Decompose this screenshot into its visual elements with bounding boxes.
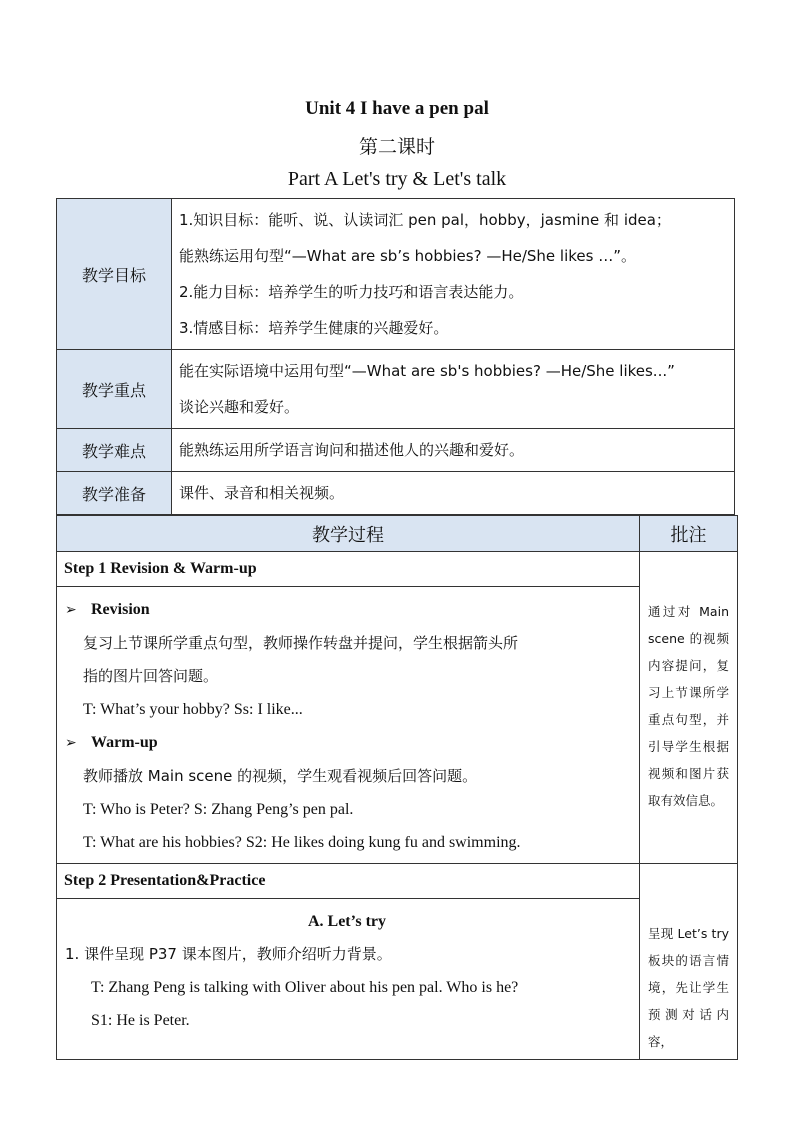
- step1-cell: [57, 552, 640, 864]
- key-point-line: 谈论兴趣和爱好。: [179, 398, 300, 416]
- table-header-row: [57, 516, 738, 552]
- revision-label: Revision: [91, 601, 150, 618]
- objectives-table: [56, 198, 735, 515]
- step1-body: [57, 587, 639, 863]
- row-label-preparation: 教学准备: [57, 472, 172, 515]
- arrow-bullet-icon: ➢: [65, 735, 77, 751]
- section-title: A. Let’s try: [307, 913, 387, 930]
- lesson-part: Part A Let's try & Let's talk: [287, 168, 507, 190]
- preparation-content: [172, 472, 735, 515]
- step2-cell: [57, 864, 640, 1060]
- table-row: [57, 472, 735, 515]
- objective-line: 3.情感目标：培养学生健康的兴趣爱好。: [179, 319, 449, 337]
- step2-body: [57, 899, 639, 1041]
- step2-dialog: T: Zhang Peng is talking with Oliver about his pen pal. Who is he?: [91, 979, 519, 996]
- row-label-objectives: 教学目标: [57, 199, 172, 350]
- warmup-label: Warm-up: [91, 734, 158, 751]
- step2-note: 呈现 Let’s try 板块的语言情境，先让学生预测对话内容，: [640, 864, 738, 1060]
- step2-item: 1. 课件呈现 P37 课本图片，教师介绍听力背景。: [65, 945, 392, 963]
- step1-note: 通过对 Main scene 的视频内容提问，复习上节课所学重点句型，并引导学生根据视频和图片获取有效信息。: [640, 552, 738, 864]
- preparation-line: 课件、录音和相关视频。: [179, 484, 345, 502]
- warmup-dialog: T: What are his hobbies? S2: He likes doing kung fu and swimming.: [83, 834, 521, 851]
- difficulties-content: [172, 429, 735, 472]
- objective-line: 2.能力目标：培养学生的听力技巧和语言表达能力。: [179, 283, 524, 301]
- row-label-key-points: 教学重点: [57, 350, 172, 429]
- step2-title: Step 2 Presentation&Practice: [57, 864, 639, 899]
- table-row: [57, 350, 735, 429]
- objective-line: 能熟练运用句型“—What are sb’s hobbies? —He/She likes …”。: [179, 247, 636, 265]
- lesson-title: Unit 4 I have a pen pal: [305, 98, 489, 119]
- table-row: [57, 199, 735, 350]
- table-row: [57, 864, 738, 1060]
- step1-title: Step 1 Revision & Warm-up: [57, 552, 639, 587]
- step2-dialog: S1: He is Peter.: [91, 1012, 190, 1029]
- lesson-period: 第二课时: [358, 136, 435, 158]
- key-points-content: [172, 350, 735, 429]
- table-row: [57, 429, 735, 472]
- arrow-bullet-icon: ➢: [65, 602, 77, 618]
- row-label-difficulties: 教学难点: [57, 429, 172, 472]
- revision-text: 复习上节课所学重点句型，教师操作转盘并提问，学生根据箭头所: [83, 634, 519, 652]
- difficulty-line: 能熟练运用所学语言询问和描述他人的兴趣和爱好。: [179, 441, 525, 459]
- revision-text: 指的图片回答问题。: [83, 667, 219, 685]
- process-column-header: 教学过程: [57, 516, 640, 552]
- warmup-text: 教师播放 Main scene 的视频，学生观看视频后回答问题。: [83, 767, 478, 785]
- table-row: [57, 552, 738, 864]
- notes-column-header: 批注: [640, 516, 738, 552]
- warmup-dialog: T: Who is Peter? S: Zhang Peng’s pen pal.: [83, 801, 354, 818]
- key-point-line: 能在实际语境中运用句型“—What are sb's hobbies? —He/She likes...”: [179, 362, 675, 380]
- objective-line: 1.知识目标：能听、说、认读词汇 pen pal，hobby，jasmine 和 idea；: [179, 211, 671, 229]
- revision-dialog: T: What’s your hobby? Ss: I like...: [83, 701, 303, 718]
- process-table: [56, 515, 738, 1060]
- objectives-content: [172, 199, 735, 350]
